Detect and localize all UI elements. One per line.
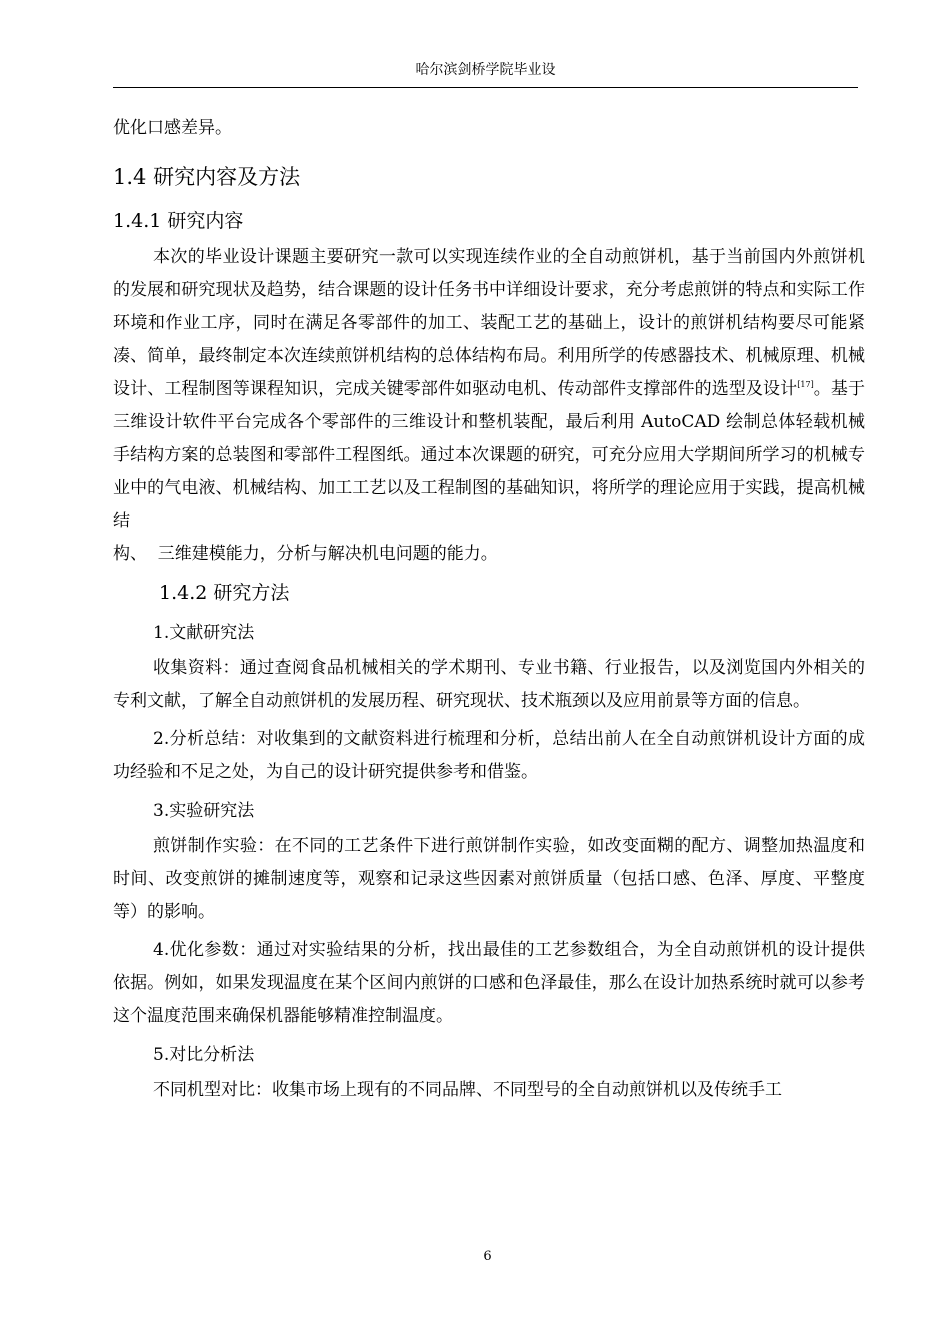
method-paragraph-2: 2.分析总结：对收集到的文献资料进行梳理和分析，总结出前人在全自动煎饼机设计方面的成功经验和不足之处，为自己的设计研究提供参考和借鉴。 xyxy=(113,729,865,782)
page-body xyxy=(113,112,865,1107)
header-rule xyxy=(113,87,858,88)
page-header: 哈尔滨剑桥学院毕业设 xyxy=(415,62,556,78)
research-content-last-line: 构、 三维建模能力，分析与解决机电问题的能力。 xyxy=(113,544,498,564)
research-content-text-a: 本次的毕业设计课题主要研究一款可以实现连续作业的全自动煎饼机，基于当前国内外煎饼机的发展和研究现状及趋势，结合课题的设计任务书中详细设计要求，充分考虑煎饼的特点和实际工作环境和作业工序，同时在满足各零部件的加工、装配工艺的基础上，设计的煎饼机结构要尽可能紧凑、简单，最终制定本次连续煎饼机结构的总体结构布局。利用所学的传感器技术、机械原理、机械设计、工程制图等课程知识，完成关键零部件如驱动电机、传动部件支撑部件的选型及设计 xyxy=(113,247,865,399)
section-heading-1-4: 1.4 研究内容及方法 xyxy=(113,165,301,189)
method-item-5: 5.对比分析法 xyxy=(153,1045,255,1065)
method-paragraph-3: 煎饼制作实验：在不同的工艺条件下进行煎饼制作实验，如改变面糊的配方、调整加热温度和时间、改变煎饼的摊制速度等，观察和记录这些因素对煎饼质量（包括口感、色泽、厚度、平整度等）的影响。 xyxy=(113,836,865,922)
method-paragraph-1: 收集资料：通过查阅食品机械相关的学术期刊、专业书籍、行业报告，以及浏览国内外相关的专利文献，了解全自动煎饼机的发展历程、研究现状、技术瓶颈以及应用前景等方面的信息。 xyxy=(113,658,865,711)
method-paragraph-4: 4.优化参数：通过对实验结果的分析，找出最佳的工艺参数组合，为全自动煎饼机的设计提供依据。例如，如果发现温度在某个区间内煎饼的口感和色泽最佳，那么在设计加热系统时就可以参考这个温度范围来确保机器能够精准控制温度。 xyxy=(113,940,865,1026)
method-item-3: 3.实验研究法 xyxy=(153,801,255,821)
research-content-paragraph xyxy=(113,241,865,538)
section-heading-1-4-2: 1.4.2 研究方法 xyxy=(159,582,290,604)
carryover-text: 优化口感差异。 xyxy=(113,118,232,138)
method-paragraph-5: 不同机型对比：收集市场上现有的不同品牌、不同型号的全自动煎饼机以及传统手工 xyxy=(153,1080,782,1100)
citation-17: [17] xyxy=(797,380,814,389)
page-number: 6 xyxy=(483,1249,492,1264)
research-content-text-b: 。基于三维设计软件平台完成各个零部件的三维设计和整机装配，最后利用 AutoCAD 绘制总体轻载机械手结构方案的总装图和零部件工程图纸。通过本次课题的研究，可充分应用大学期间所学习的机械专业中的气电液、机械结构、加工工艺以及工程制图的基础知识，将所学的理论应用于实践，提高机械结 xyxy=(113,379,866,531)
section-heading-1-4-1: 1.4.1 研究内容 xyxy=(113,210,244,232)
method-item-1: 1.文献研究法 xyxy=(153,623,255,643)
